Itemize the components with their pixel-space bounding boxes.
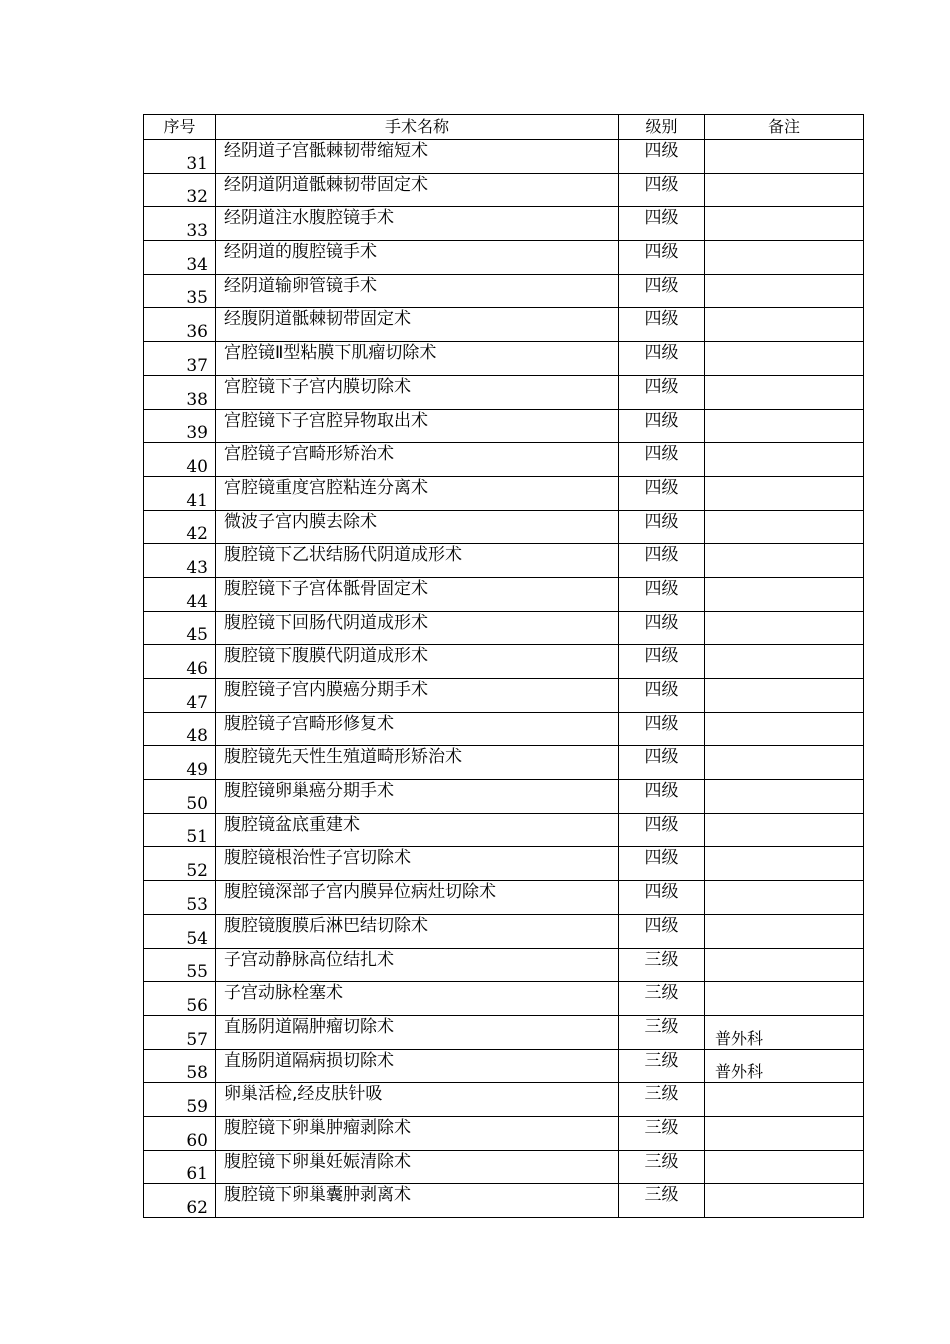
header-number: 序号 bbox=[144, 115, 216, 140]
surgery-name: 子宫动静脉高位结扎术 bbox=[216, 948, 619, 982]
surgery-level: 三级 bbox=[619, 1116, 705, 1150]
surgery-level: 四级 bbox=[619, 611, 705, 645]
table-row bbox=[144, 207, 864, 241]
row-number: 51 bbox=[144, 813, 216, 847]
surgery-level: 三级 bbox=[619, 1015, 705, 1049]
surgery-name: 腹腔镜下卵巢妊娠清除术 bbox=[216, 1150, 619, 1184]
surgery-level: 三级 bbox=[619, 1049, 705, 1083]
surgery-level: 三级 bbox=[619, 1150, 705, 1184]
surgery-level: 四级 bbox=[619, 847, 705, 881]
surgery-note bbox=[705, 308, 864, 342]
surgery-name: 宫腔镜下子宫内膜切除术 bbox=[216, 375, 619, 409]
surgery-level: 四级 bbox=[619, 544, 705, 578]
surgery-note bbox=[705, 914, 864, 948]
table-body bbox=[144, 140, 864, 1218]
surgery-name: 卵巢活检,经皮肤针吸 bbox=[216, 1083, 619, 1117]
surgery-note bbox=[705, 140, 864, 174]
surgery-note bbox=[705, 611, 864, 645]
surgery-name: 经阴道的腹腔镜手术 bbox=[216, 241, 619, 275]
table-row bbox=[144, 1150, 864, 1184]
surgery-note bbox=[705, 544, 864, 578]
surgery-name: 腹腔镜下乙状结肠代阴道成形术 bbox=[216, 544, 619, 578]
surgery-level: 四级 bbox=[619, 577, 705, 611]
surgery-name: 腹腔镜下子宫体骶骨固定术 bbox=[216, 577, 619, 611]
surgery-note bbox=[705, 443, 864, 477]
table-row bbox=[144, 140, 864, 174]
surgery-level: 四级 bbox=[619, 342, 705, 376]
row-number: 31 bbox=[144, 140, 216, 174]
table-row bbox=[144, 1083, 864, 1117]
table-row bbox=[144, 1015, 864, 1049]
row-number: 50 bbox=[144, 780, 216, 814]
surgery-name: 直肠阴道隔肿瘤切除术 bbox=[216, 1015, 619, 1049]
table-row bbox=[144, 476, 864, 510]
surgery-name: 直肠阴道隔病损切除术 bbox=[216, 1049, 619, 1083]
surgery-name: 腹腔镜下回肠代阴道成形术 bbox=[216, 611, 619, 645]
row-number: 41 bbox=[144, 476, 216, 510]
row-number: 61 bbox=[144, 1150, 216, 1184]
table-row bbox=[144, 241, 864, 275]
table-row bbox=[144, 780, 864, 814]
surgery-note bbox=[705, 1150, 864, 1184]
surgery-note bbox=[705, 207, 864, 241]
surgery-note bbox=[705, 375, 864, 409]
table-row bbox=[144, 173, 864, 207]
surgery-name: 腹腔镜盆底重建术 bbox=[216, 813, 619, 847]
surgery-level: 四级 bbox=[619, 813, 705, 847]
surgery-level: 三级 bbox=[619, 948, 705, 982]
surgery-name: 经阴道输卵管镜手术 bbox=[216, 274, 619, 308]
surgery-name: 腹腔镜根治性子宫切除术 bbox=[216, 847, 619, 881]
surgery-level: 三级 bbox=[619, 1184, 705, 1218]
row-number: 47 bbox=[144, 679, 216, 713]
row-number: 60 bbox=[144, 1116, 216, 1150]
header-name: 手术名称 bbox=[216, 115, 619, 140]
surgery-name: 腹腔镜下卵巢囊肿剥离术 bbox=[216, 1184, 619, 1218]
table-row bbox=[144, 1116, 864, 1150]
surgery-note bbox=[705, 712, 864, 746]
surgery-note bbox=[705, 274, 864, 308]
surgery-level: 四级 bbox=[619, 409, 705, 443]
table-row bbox=[144, 813, 864, 847]
header-note: 备注 bbox=[705, 115, 864, 140]
table-row bbox=[144, 443, 864, 477]
surgery-name: 腹腔镜下腹膜代阴道成形术 bbox=[216, 645, 619, 679]
row-number: 33 bbox=[144, 207, 216, 241]
table-row bbox=[144, 746, 864, 780]
surgery-name: 腹腔镜先天性生殖道畸形矫治术 bbox=[216, 746, 619, 780]
surgery-level: 三级 bbox=[619, 982, 705, 1016]
row-number: 52 bbox=[144, 847, 216, 881]
row-number: 48 bbox=[144, 712, 216, 746]
surgery-name: 腹腔镜下卵巢肿瘤剥除术 bbox=[216, 1116, 619, 1150]
surgery-level: 四级 bbox=[619, 140, 705, 174]
surgery-level: 四级 bbox=[619, 679, 705, 713]
surgery-name: 微波子宫内膜去除术 bbox=[216, 510, 619, 544]
row-number: 56 bbox=[144, 982, 216, 1016]
table-row bbox=[144, 577, 864, 611]
surgery-level: 四级 bbox=[619, 645, 705, 679]
surgery-level: 四级 bbox=[619, 274, 705, 308]
surgery-note bbox=[705, 813, 864, 847]
surgery-level: 四级 bbox=[619, 476, 705, 510]
table-row bbox=[144, 1049, 864, 1083]
surgery-name: 宫腔镜Ⅱ型粘膜下肌瘤切除术 bbox=[216, 342, 619, 376]
surgery-level: 四级 bbox=[619, 780, 705, 814]
row-number: 49 bbox=[144, 746, 216, 780]
table-row bbox=[144, 712, 864, 746]
surgery-note bbox=[705, 476, 864, 510]
table-row bbox=[144, 510, 864, 544]
surgery-level: 四级 bbox=[619, 173, 705, 207]
surgery-level: 三级 bbox=[619, 1083, 705, 1117]
row-number: 35 bbox=[144, 274, 216, 308]
surgery-note bbox=[705, 173, 864, 207]
surgery-note: 普外科 bbox=[705, 1015, 864, 1049]
surgery-name: 腹腔镜子宫畸形修复术 bbox=[216, 712, 619, 746]
surgery-name: 经阴道子宫骶棘韧带缩短术 bbox=[216, 140, 619, 174]
table-row bbox=[144, 914, 864, 948]
surgery-name: 腹腔镜卵巢癌分期手术 bbox=[216, 780, 619, 814]
surgery-level: 四级 bbox=[619, 443, 705, 477]
surgery-note: 普外科 bbox=[705, 1049, 864, 1083]
surgery-level: 四级 bbox=[619, 746, 705, 780]
row-number: 55 bbox=[144, 948, 216, 982]
surgery-note bbox=[705, 847, 864, 881]
surgery-note bbox=[705, 679, 864, 713]
surgery-level: 四级 bbox=[619, 914, 705, 948]
row-number: 40 bbox=[144, 443, 216, 477]
row-number: 46 bbox=[144, 645, 216, 679]
surgery-name: 腹腔镜腹膜后淋巴结切除术 bbox=[216, 914, 619, 948]
surgery-level: 四级 bbox=[619, 375, 705, 409]
row-number: 45 bbox=[144, 611, 216, 645]
header-level: 级别 bbox=[619, 115, 705, 140]
surgery-table bbox=[143, 114, 864, 1218]
table-row bbox=[144, 611, 864, 645]
table-row bbox=[144, 948, 864, 982]
surgery-name: 腹腔镜子宫内膜癌分期手术 bbox=[216, 679, 619, 713]
surgery-note bbox=[705, 982, 864, 1016]
row-number: 39 bbox=[144, 409, 216, 443]
surgery-level: 四级 bbox=[619, 510, 705, 544]
table-row bbox=[144, 982, 864, 1016]
table-row bbox=[144, 847, 864, 881]
surgery-note bbox=[705, 577, 864, 611]
surgery-name: 宫腔镜子宫畸形矫治术 bbox=[216, 443, 619, 477]
surgery-note bbox=[705, 1083, 864, 1117]
surgery-note bbox=[705, 342, 864, 376]
surgery-name: 经阴道阴道骶棘韧带固定术 bbox=[216, 173, 619, 207]
table-row bbox=[144, 342, 864, 376]
table-row bbox=[144, 308, 864, 342]
surgery-name: 腹腔镜深部子宫内膜异位病灶切除术 bbox=[216, 881, 619, 915]
table-row bbox=[144, 645, 864, 679]
surgery-note bbox=[705, 645, 864, 679]
surgery-note bbox=[705, 780, 864, 814]
table-header-row bbox=[144, 115, 864, 140]
table-row bbox=[144, 544, 864, 578]
row-number: 57 bbox=[144, 1015, 216, 1049]
row-number: 37 bbox=[144, 342, 216, 376]
surgery-level: 四级 bbox=[619, 207, 705, 241]
row-number: 62 bbox=[144, 1184, 216, 1218]
surgery-note bbox=[705, 746, 864, 780]
row-number: 44 bbox=[144, 577, 216, 611]
table-row bbox=[144, 1184, 864, 1218]
surgery-note bbox=[705, 409, 864, 443]
table-row bbox=[144, 409, 864, 443]
table-row bbox=[144, 881, 864, 915]
surgery-name: 经腹阴道骶棘韧带固定术 bbox=[216, 308, 619, 342]
surgery-note bbox=[705, 1116, 864, 1150]
surgery-level: 四级 bbox=[619, 241, 705, 275]
surgery-note bbox=[705, 510, 864, 544]
table-row bbox=[144, 274, 864, 308]
row-number: 43 bbox=[144, 544, 216, 578]
row-number: 42 bbox=[144, 510, 216, 544]
table-row bbox=[144, 679, 864, 713]
row-number: 36 bbox=[144, 308, 216, 342]
row-number: 54 bbox=[144, 914, 216, 948]
surgery-level: 四级 bbox=[619, 881, 705, 915]
surgery-name: 宫腔镜重度宫腔粘连分离术 bbox=[216, 476, 619, 510]
table-row bbox=[144, 375, 864, 409]
row-number: 59 bbox=[144, 1083, 216, 1117]
row-number: 53 bbox=[144, 881, 216, 915]
surgery-note bbox=[705, 241, 864, 275]
surgery-name: 宫腔镜下子宫腔异物取出术 bbox=[216, 409, 619, 443]
row-number: 34 bbox=[144, 241, 216, 275]
row-number: 38 bbox=[144, 375, 216, 409]
row-number: 58 bbox=[144, 1049, 216, 1083]
surgery-level: 四级 bbox=[619, 308, 705, 342]
surgery-note bbox=[705, 948, 864, 982]
surgery-name: 子宫动脉栓塞术 bbox=[216, 982, 619, 1016]
surgery-note bbox=[705, 1184, 864, 1218]
surgery-note bbox=[705, 881, 864, 915]
row-number: 32 bbox=[144, 173, 216, 207]
surgery-level: 四级 bbox=[619, 712, 705, 746]
surgery-name: 经阴道注水腹腔镜手术 bbox=[216, 207, 619, 241]
